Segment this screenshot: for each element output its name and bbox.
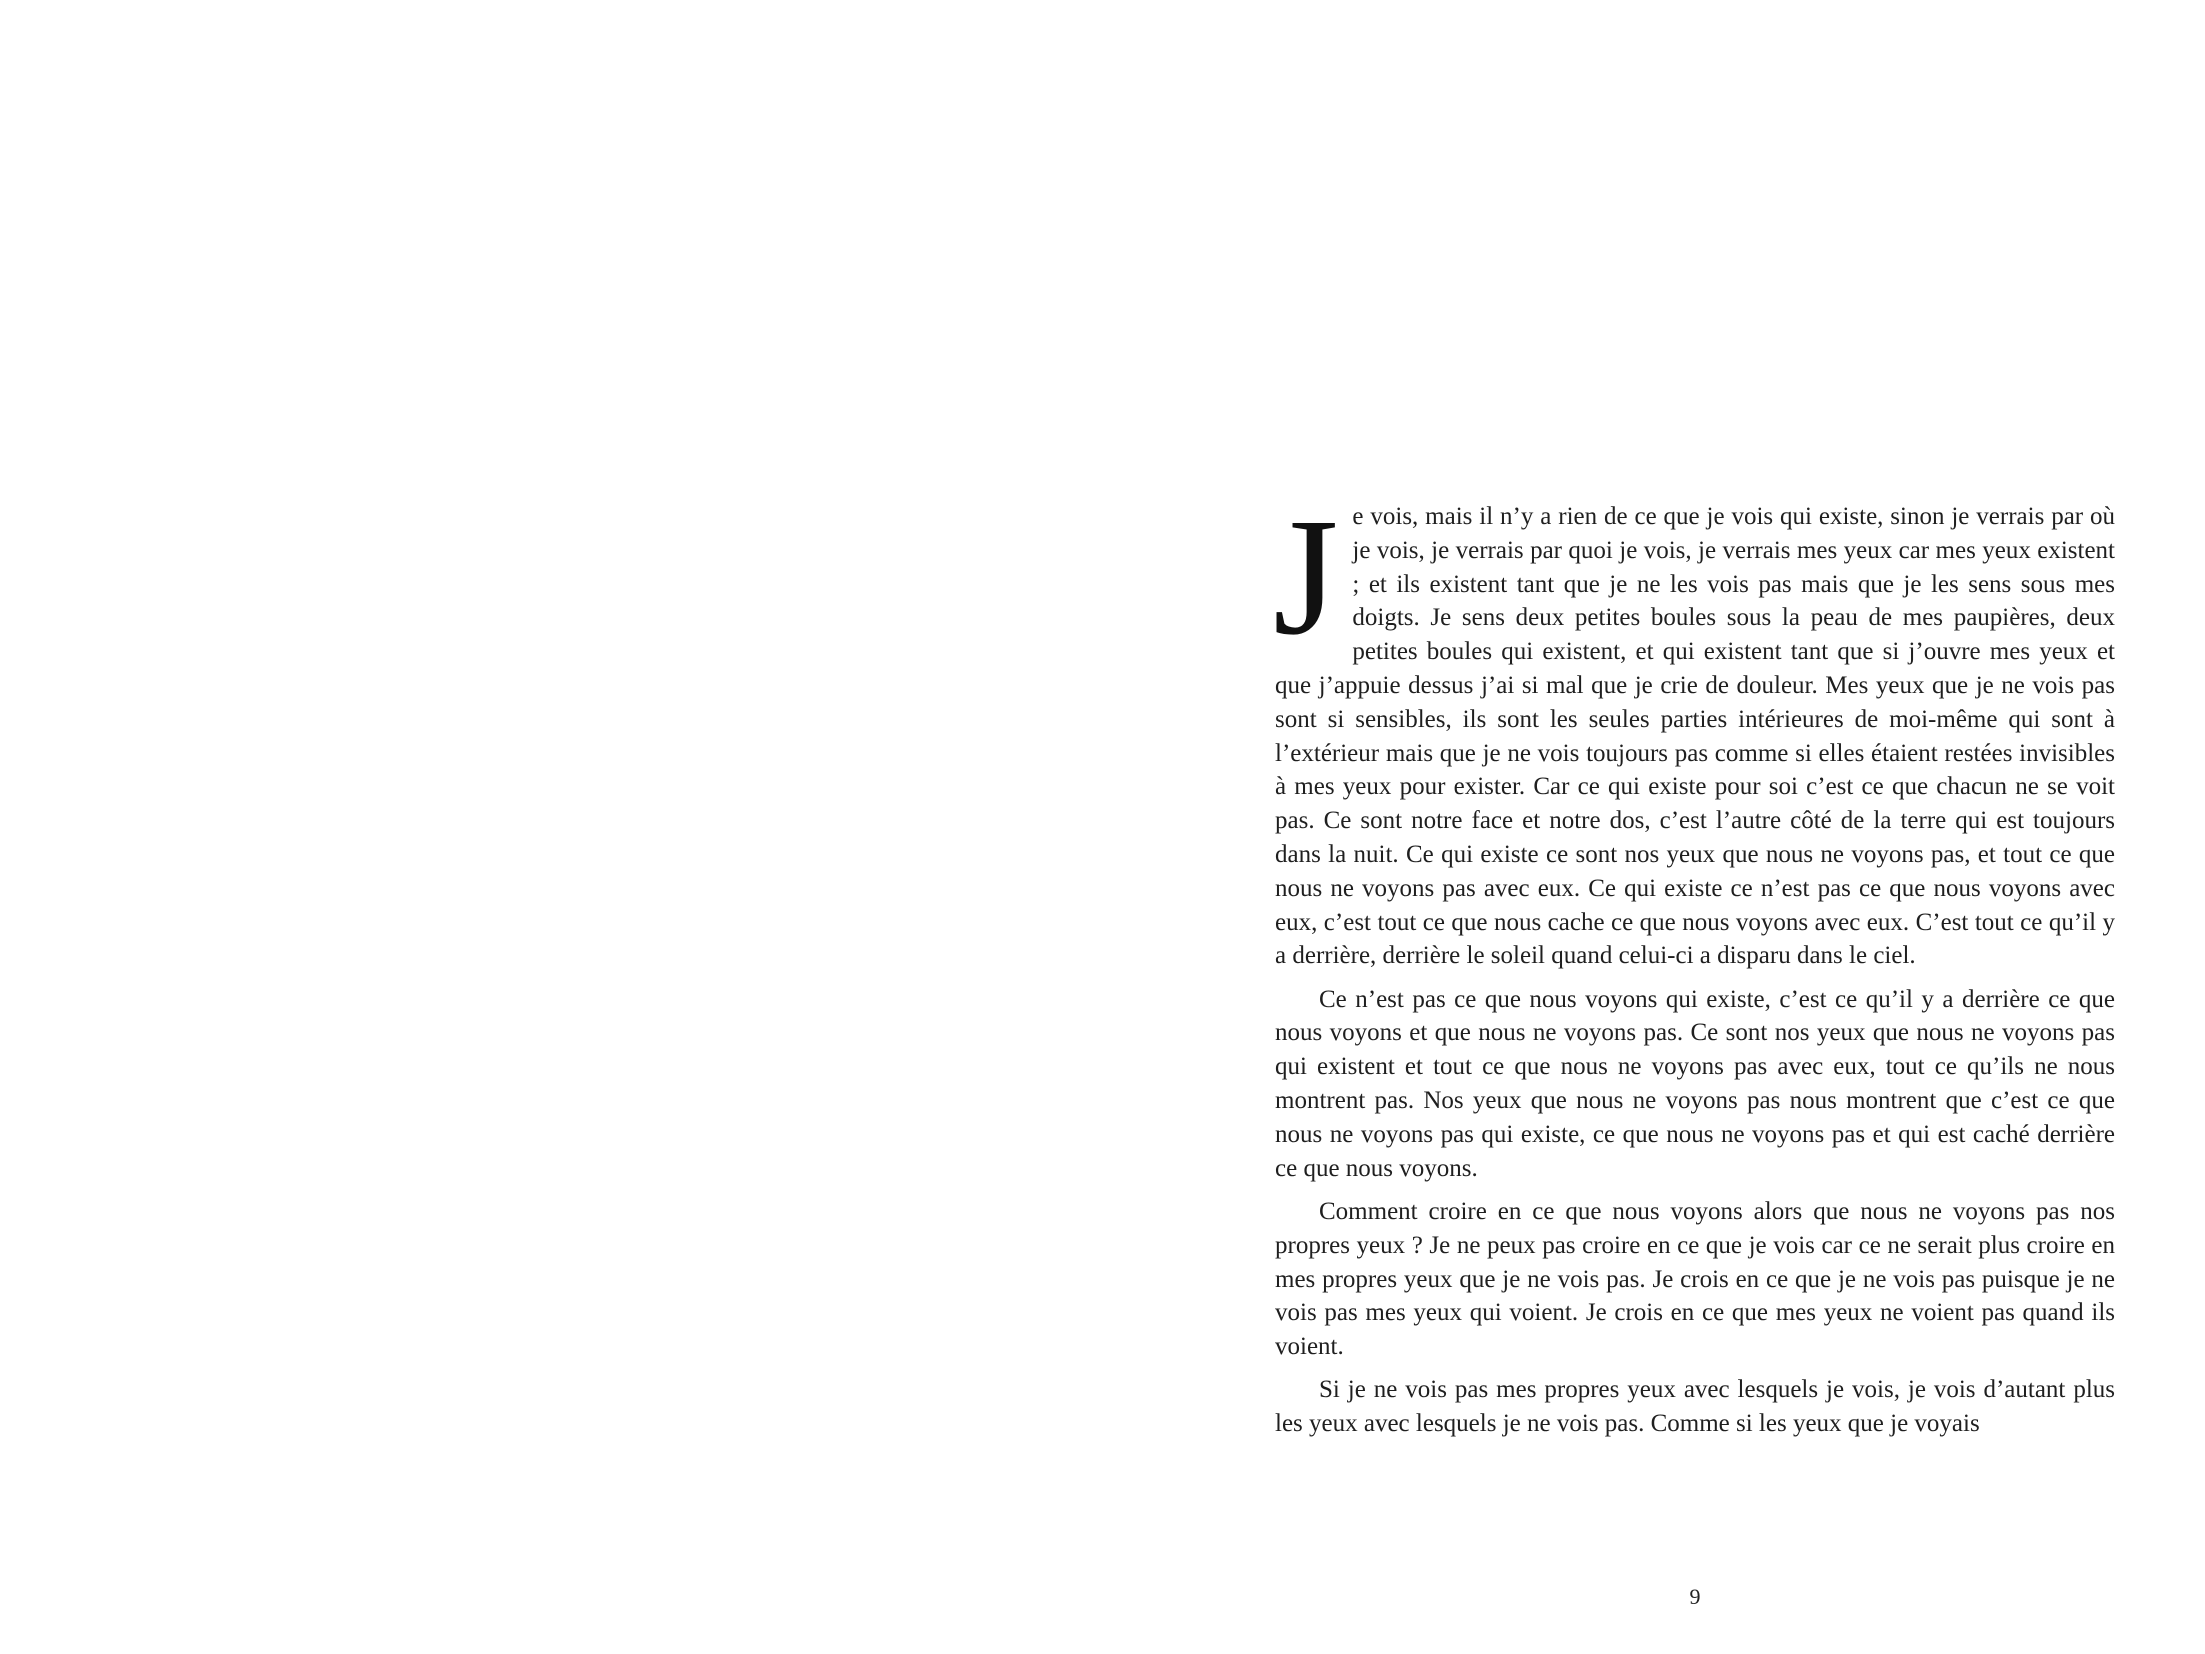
paragraph-1 [1273,484,2115,973]
paragraph-3: Comment croire en ce que nous voyons alors que nous ne voyons pas nos propres yeux ? Je ne peux pas croire en ce que je vois car ce ne serait plus croire en mes propres yeux que je ne vois pas. Je crois en ce que je ne vois pas puisque je ne vois pas mes yeux qui voient. Je crois en ce que mes yeux ne voient pas quand ils voient. [1275,1197,2115,1361]
paragraph-4: Si je ne vois pas mes propres yeux avec lesquels je vois, je vois d’autant plus les yeux avec lesquels je ne vois pas. Comme si les yeux que je voyais [1275,1376,2115,1438]
text-block [1273,484,2115,1451]
drop-cap: J [1273,484,1339,670]
paragraph-2: Ce n’est pas ce que nous voyons qui existe, c’est ce qu’il y a derrière ce que nous voyons et que nous ne voyons pas. Ce sont nos yeux que nous ne voyons pas qui existent et tout ce que nous ne voyons pas avec eux, tout ce qu’ils ne nous montrent pas. Nos yeux que nous ne voyons pas nous montrent que c’est ce que nous ne voyons pas qui existe, ce que nous ne voyons pas et qui est caché derrière ce que nous voyons. [1275,985,2115,1182]
paragraph-1-text: e vois, mais il n’y a rien de ce que je vois qui existe, sinon je verrais par où je vois, je verrais par quoi je vois, je verrais mes yeux car mes yeux existent ; et ils existent tant que je ne les vois pas mais que je les sens sous mes doigts. Je sens deux petites boules sous la peau de mes paupières, deux petites boules qui existent, et qui existent tant que si j’ouvre mes yeux et que j’appuie dessus j’ai si mal que je crie de douleur. Mes yeux que je ne vois pas sont si sensibles, ils sont les seules parties intérieures de moi-même qui sont à l’extérieur mais que je ne vois toujours pas comme si elles étaient restées invisibles à mes yeux pour exister. Car ce qui existe pour soi c’est ce que chacun ne se voit pas. Ce sont notre face et notre dos, c’est l’autre côté de la terre qui est toujours dans la nuit. Ce qui existe ce sont nos yeux que nous ne voyons pas, et tout ce que nous ne voyons pas avec eux. Ce qui existe ce n’est pas ce que nous voyons avec eux, c’est tout ce que nous cache ce que nous voyons avec eux. C’est tout ce qu’il y a derrière, derrière le soleil quand celui-ci a disparu dans le ciel. [1275,503,2115,970]
page-number: 9 [1689,1584,1701,1609]
